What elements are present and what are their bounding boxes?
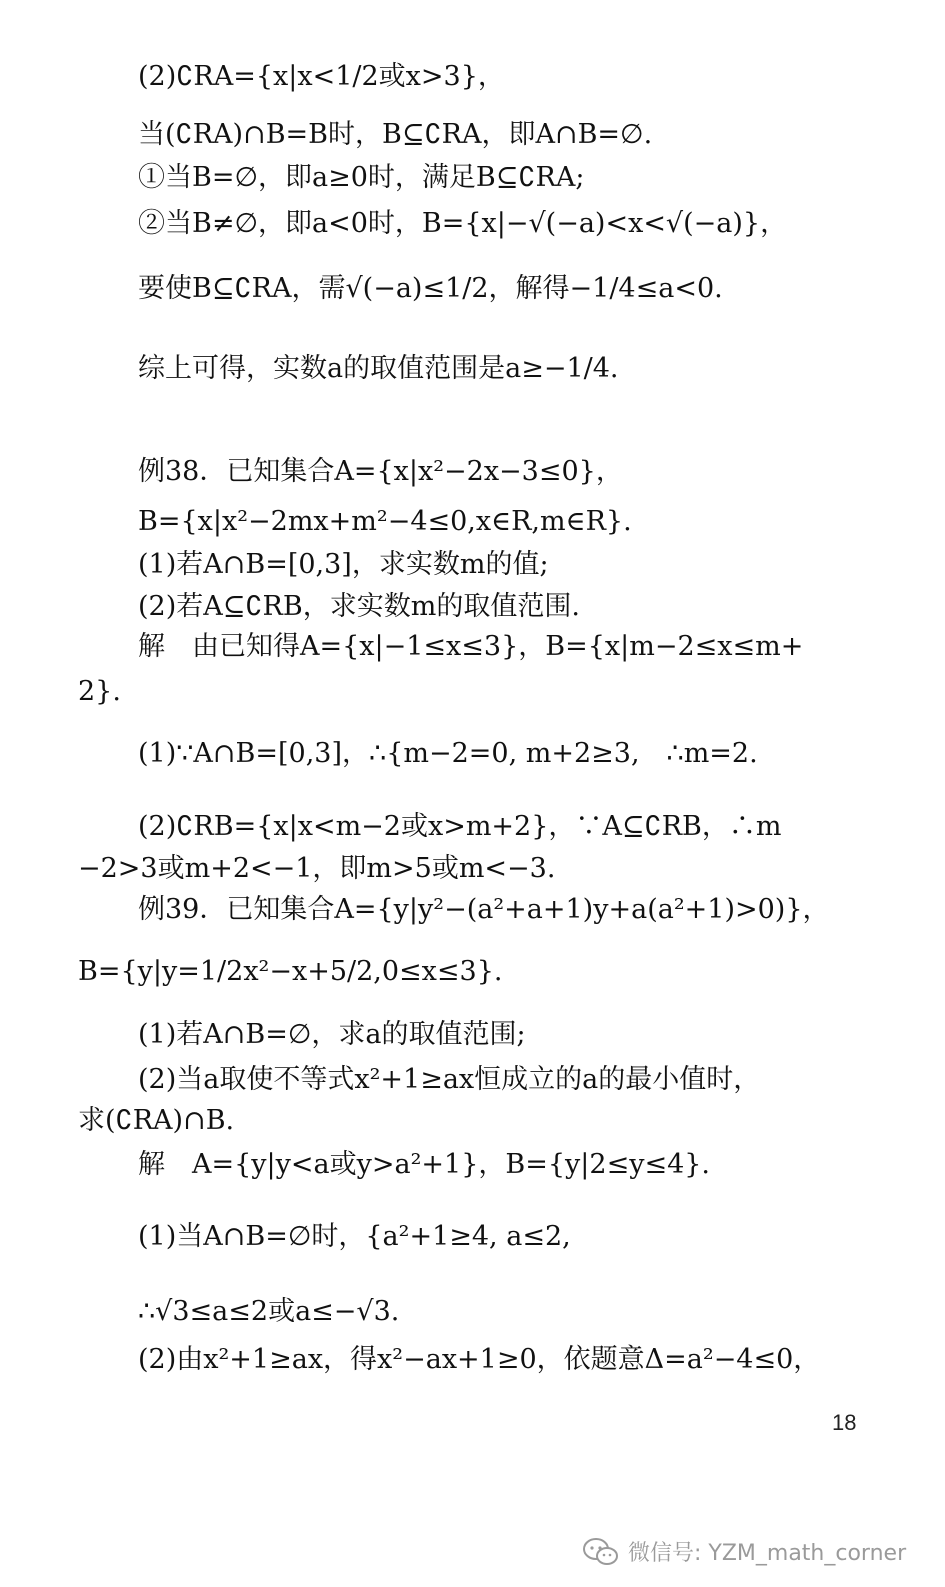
page-number: 18 [832, 1410, 857, 1435]
text-line-14: (2)∁RB={x|x<m−2或x>m+2}，∵A⊆∁RB，∴m [138, 811, 782, 842]
text-line-24: (2)由x²+1≥ax，得x²−ax+1≥0，依题意Δ=a²−4≤0， [138, 1344, 821, 1375]
text-line-6: 综上可得，实数a的取值范围是a≥−1/4. [138, 353, 619, 384]
text-line-3: ①当B=∅，即a≥0时，满足B⊆∁RA; [138, 162, 585, 193]
text-line-1: (2)∁RA={x|x<1/2或x>3}， [138, 61, 505, 92]
text-line-18: (1)若A∩B=∅，求a的取值范围; [138, 1019, 526, 1050]
text-line-11: 解 由已知得A={x|−1≤x≤3}，B={x|m−2≤x≤m+ [138, 631, 804, 662]
text-line-15: −2>3或m+2<−1，即m>5或m<−3. [78, 853, 556, 884]
text-line-19: (2)当a取使不等式x²+1≥ax恒成立的a的最小值时， [138, 1064, 761, 1095]
text-line-10: (2)若A⊆∁RB，求实数m的取值范围. [138, 591, 580, 622]
wechat-icon [582, 1537, 620, 1567]
watermark-text: 微信号: YZM_math_corner [628, 1541, 907, 1566]
text-line-4: ②当B≠∅，即a<0时，B={x|−√(−a)<x<√(−a)}， [138, 208, 788, 239]
text-line-13: (1)∵A∩B=[0,3]，∴{m−2=0, m+2≥3, ∴m=2. [138, 738, 758, 769]
text-line-16: 例39．已知集合A={y|y²−(a²+a+1)y+a(a²+1)>0)}， [138, 894, 830, 925]
text-line-5: 要使B⊆∁RA，需√(−a)≤1/2，解得−1/4≤a<0. [138, 273, 723, 304]
text-line-21: 解 A={y|y<a或y>a²+1}，B={y|2≤y≤4}. [138, 1149, 711, 1180]
text-line-22: (1)当A∩B=∅时，{a²+1≥4, a≤2, [138, 1221, 571, 1252]
watermark [582, 1536, 906, 1567]
text-line-7: 例38．已知集合A={x|x²−2x−3≤0}， [138, 456, 623, 487]
text-line-2: 当(∁RA)∩B=B时，B⊆∁RA，即A∩B=∅. [138, 119, 653, 150]
text-line-9: (1)若A∩B=[0,3]，求实数m的值; [138, 549, 549, 580]
text-line-17: B={y|y=1/2x²−x+5/2,0≤x≤3}. [78, 956, 503, 987]
text-line-8: B={x|x²−2mx+m²−4≤0,x∈R,m∈R}. [138, 506, 632, 537]
text-line-23: ∴√3≤a≤2或a≤−√3. [138, 1296, 400, 1327]
text-line-20: 求(∁RA)∩B. [78, 1105, 235, 1136]
text-line-12: 2}. [78, 676, 121, 707]
